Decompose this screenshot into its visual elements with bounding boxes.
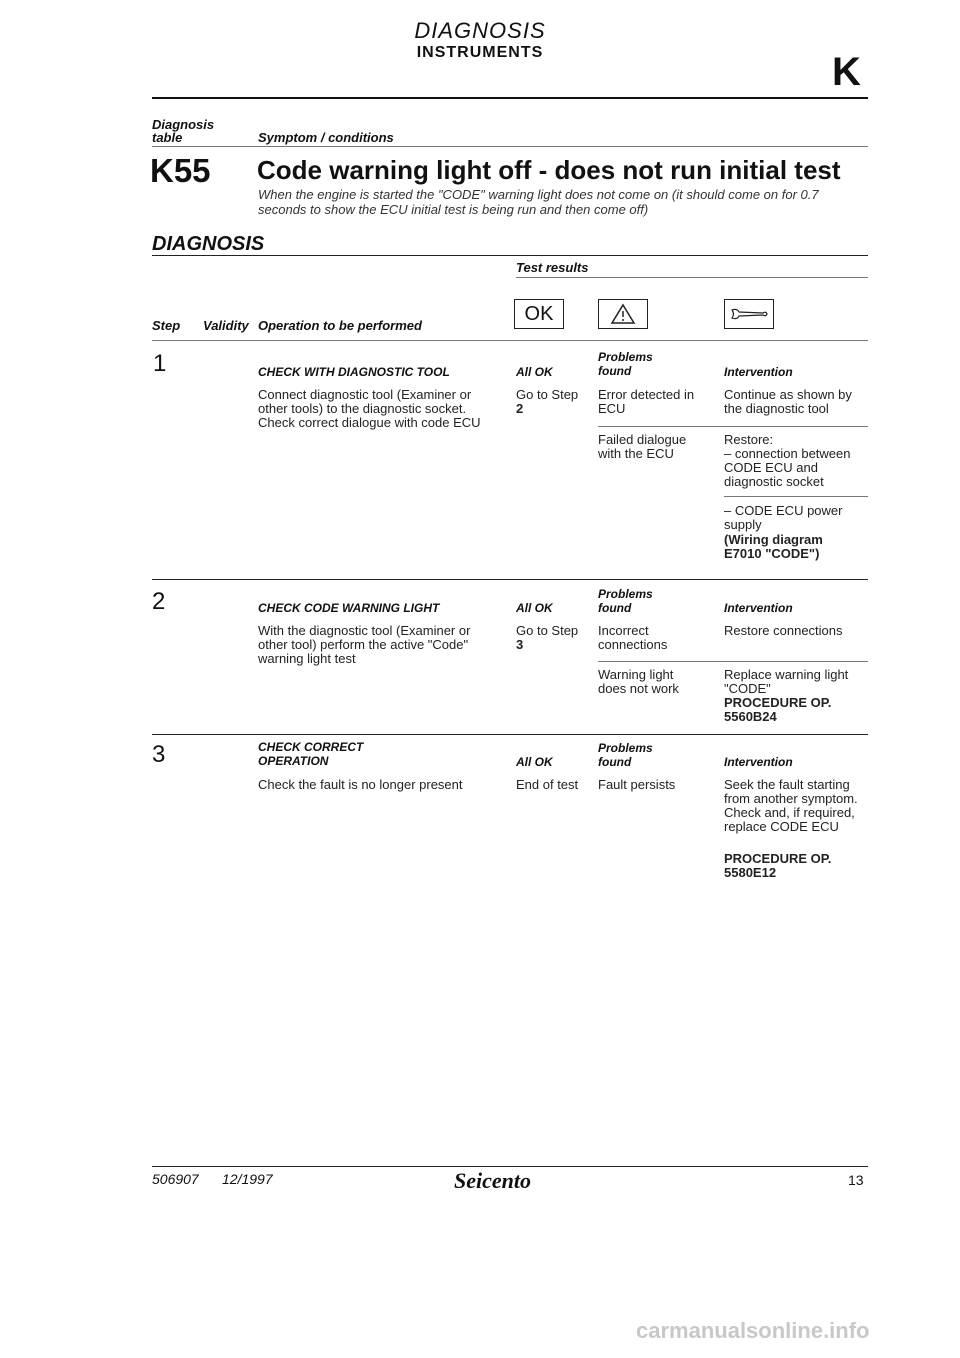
col-heading-rule [152,340,868,341]
diagnosis-heading: DIAGNOSIS [152,233,265,255]
ok-icon [514,299,564,329]
header-section: DIAGNOSIS [414,18,546,43]
header-letter: K [832,50,861,94]
fault-description: When the engine is started the "CODE" warning light does not come on (it should come on for 0.7 seconds to show the ECU initial test is being run and then come off) [258,187,819,217]
ok-result-text: Go to Step [516,387,579,402]
ok-result-text: End of test [516,777,579,792]
wrench-icon [724,299,774,329]
problem-text: Warning light does not work [598,667,679,696]
intervention-text: Continue as shown by the diagnostic tool [724,387,852,416]
footer-page-number: 13 [848,1172,864,1188]
step-operation-title: CHECK CODE WARNING LIGHT [258,601,440,615]
footer-doc-number: 506907 [152,1171,199,1187]
problem-text: Fault persists [598,777,676,792]
col-step: Step [152,318,181,333]
test-results-rule [516,277,868,278]
footer-rule [152,1166,868,1167]
ok-result-step: 3 [516,637,524,652]
ok-icon-label: OK [524,302,554,325]
step-number: 3 [152,741,166,768]
problems-found-label: Problems found [598,350,653,378]
row-divider [598,661,868,662]
step-divider [152,579,868,580]
test-results-label: Test results [516,260,589,275]
warning-triangle-icon [598,299,648,329]
problem-text: Failed dialogue with the ECU [598,432,687,461]
ok-result-text: Go to Step [516,623,579,638]
intervention-text: Seek the fault starting from another symptom. Check and, if required, replace CODE ECU [724,777,858,834]
intervention-label: Intervention [724,755,793,769]
watermark-text: carmanualsonline.info [636,1318,870,1343]
all-ok-label: All OK [516,601,553,615]
step-number: 2 [152,588,166,615]
diagnosis-table-label-2: table [152,130,183,145]
step-number: 1 [153,350,167,377]
step-operation-text: With the diagnostic tool (Examiner or other tool) perform the active "Code" warning light test [258,623,471,666]
step-operation-text: Connect diagnostic tool (Examiner or other tools) to the diagnostic socket. Check correct dialogue with code ECU [258,387,481,430]
problem-text: Error detected in ECU [598,387,695,416]
problems-found-label: Problems found [598,741,653,769]
intervention-text: Restore: – connection between CODE ECU and diagnostic socket [724,432,851,489]
step-operation-text: Check the fault is no longer present [258,777,463,792]
symptom-rule [152,146,868,147]
header-subsection: INSTRUMENTS [416,44,544,61]
symptom-label: Symptom / conditions [258,130,394,145]
col-validity: Validity [203,318,249,333]
intervention-label: Intervention [724,365,793,379]
intervention-text: – CODE ECU power supply [724,503,843,532]
row-divider [724,496,868,497]
step-operation-title: CHECK CORRECT OPERATION [258,740,364,768]
row-divider [598,426,868,427]
fault-title: Code warning light off - does not run initial test [257,155,841,185]
all-ok-label: All OK [516,365,553,379]
diagnosis-table-label-1: Diagnosis [152,117,215,132]
header-rule [152,97,868,99]
intervention-text: Restore connections [724,623,843,638]
intervention-text: Replace warning light "CODE" [724,667,849,696]
footer-brand-logo: Seicento [454,1168,531,1193]
ok-result-step: 2 [516,401,524,416]
intervention-reference: PROCEDURE OP. 5580E12 [724,851,832,880]
col-operation: Operation to be performed [258,318,422,333]
problem-text: Incorrect connections [598,623,668,652]
diagnosis-rule [152,255,868,256]
step-divider [152,734,868,735]
footer-date: 12/1997 [222,1171,273,1187]
all-ok-label: All OK [516,755,553,769]
intervention-reference: PROCEDURE OP. 5560B24 [724,695,832,724]
problems-found-label: Problems found [598,587,653,615]
step-operation-title: CHECK WITH DIAGNOSTIC TOOL [258,365,450,379]
intervention-label: Intervention [724,601,793,615]
fault-code: K55 [150,152,211,189]
intervention-reference: (Wiring diagram E7010 "CODE") [724,532,823,561]
